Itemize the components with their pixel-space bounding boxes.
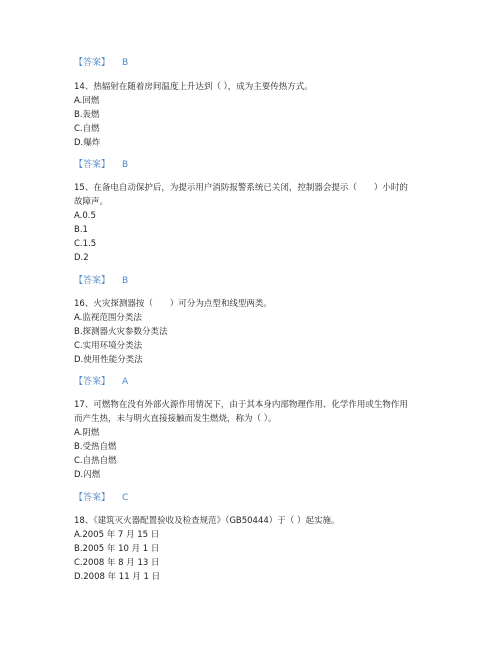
answer-value: C <box>122 493 129 503</box>
question-17-option-b: B.受热自燃 <box>74 442 117 452</box>
question-18-option-d: D.2008 年 11 月 1 日 <box>74 572 161 582</box>
answer-value: B <box>122 160 129 170</box>
answer-label: 【答案】 <box>74 276 111 286</box>
answer-line <box>74 58 128 69</box>
question-16-option-b: B.探测器火灾参数分类法 <box>74 327 168 337</box>
question-14-option-a: A.回燃 <box>74 96 100 106</box>
question-17-stem-line-1: 17、可燃物在没有外部火源作用情况下，由于其本身内部物理作用、化学作用或生物作用 <box>74 400 408 410</box>
question-16-option-c: C.实用环境分类法 <box>74 341 143 351</box>
question-18-option-a: A.2005 年 7 月 15 日 <box>74 530 160 540</box>
answer-value: B <box>122 58 129 68</box>
answer-line <box>74 276 128 287</box>
answer-value: A <box>122 377 129 387</box>
question-16-option-a: A.监视范围分类法 <box>74 313 142 323</box>
answer-label: 【答案】 <box>74 493 111 503</box>
question-14-option-d: D.爆炸 <box>74 138 101 148</box>
answer-line <box>74 493 128 504</box>
question-15-option-a: A.0.5 <box>74 211 96 221</box>
question-18-option-c: C.2008 年 8 月 13 日 <box>74 558 160 568</box>
question-16-option-d: D.使用性能分类法 <box>74 355 143 365</box>
answer-line <box>74 377 128 388</box>
question-15-option-d: D.2 <box>74 253 89 263</box>
question-14-stem: 14、热辐射在随着房间温度上升达到（ ），成为主要传热方式。 <box>74 82 313 92</box>
question-14-option-b: B.轰燃 <box>74 110 100 120</box>
question-17-option-a: A.阴燃 <box>74 428 100 438</box>
answer-value: B <box>122 276 129 286</box>
question-18-stem: 18、《建筑灭火器配置验收及检查规范》（GB50444）于（ ）起实施。 <box>74 516 340 526</box>
answer-label: 【答案】 <box>74 377 111 387</box>
answer-line <box>74 160 128 171</box>
question-18-option-b: B.2005 年 10 月 1 日 <box>74 544 160 554</box>
question-15-option-b: B.1 <box>74 225 88 235</box>
question-17-option-d: D.闪燃 <box>74 470 101 480</box>
question-17-option-c: C.自热自燃 <box>74 456 117 466</box>
question-17-stem-line-2: 而产生热，未与明火直接接触而发生燃烧，称为（ ）。 <box>74 414 277 424</box>
answer-label: 【答案】 <box>74 58 111 68</box>
answer-label: 【答案】 <box>74 160 111 170</box>
question-15-stem-line-2: 故障声。 <box>74 197 109 207</box>
question-14-option-c: C.自燃 <box>74 124 100 134</box>
question-15-stem-line-1: 15、在备电自动保护后，为提示用户消防报警系统已关闭，控制器会提示（ ）小时的 <box>74 183 408 193</box>
question-16-stem: 16、火灾探测器按（ ）可分为点型和线型两类。 <box>74 299 272 309</box>
question-15-option-c: C.1.5 <box>74 239 97 249</box>
